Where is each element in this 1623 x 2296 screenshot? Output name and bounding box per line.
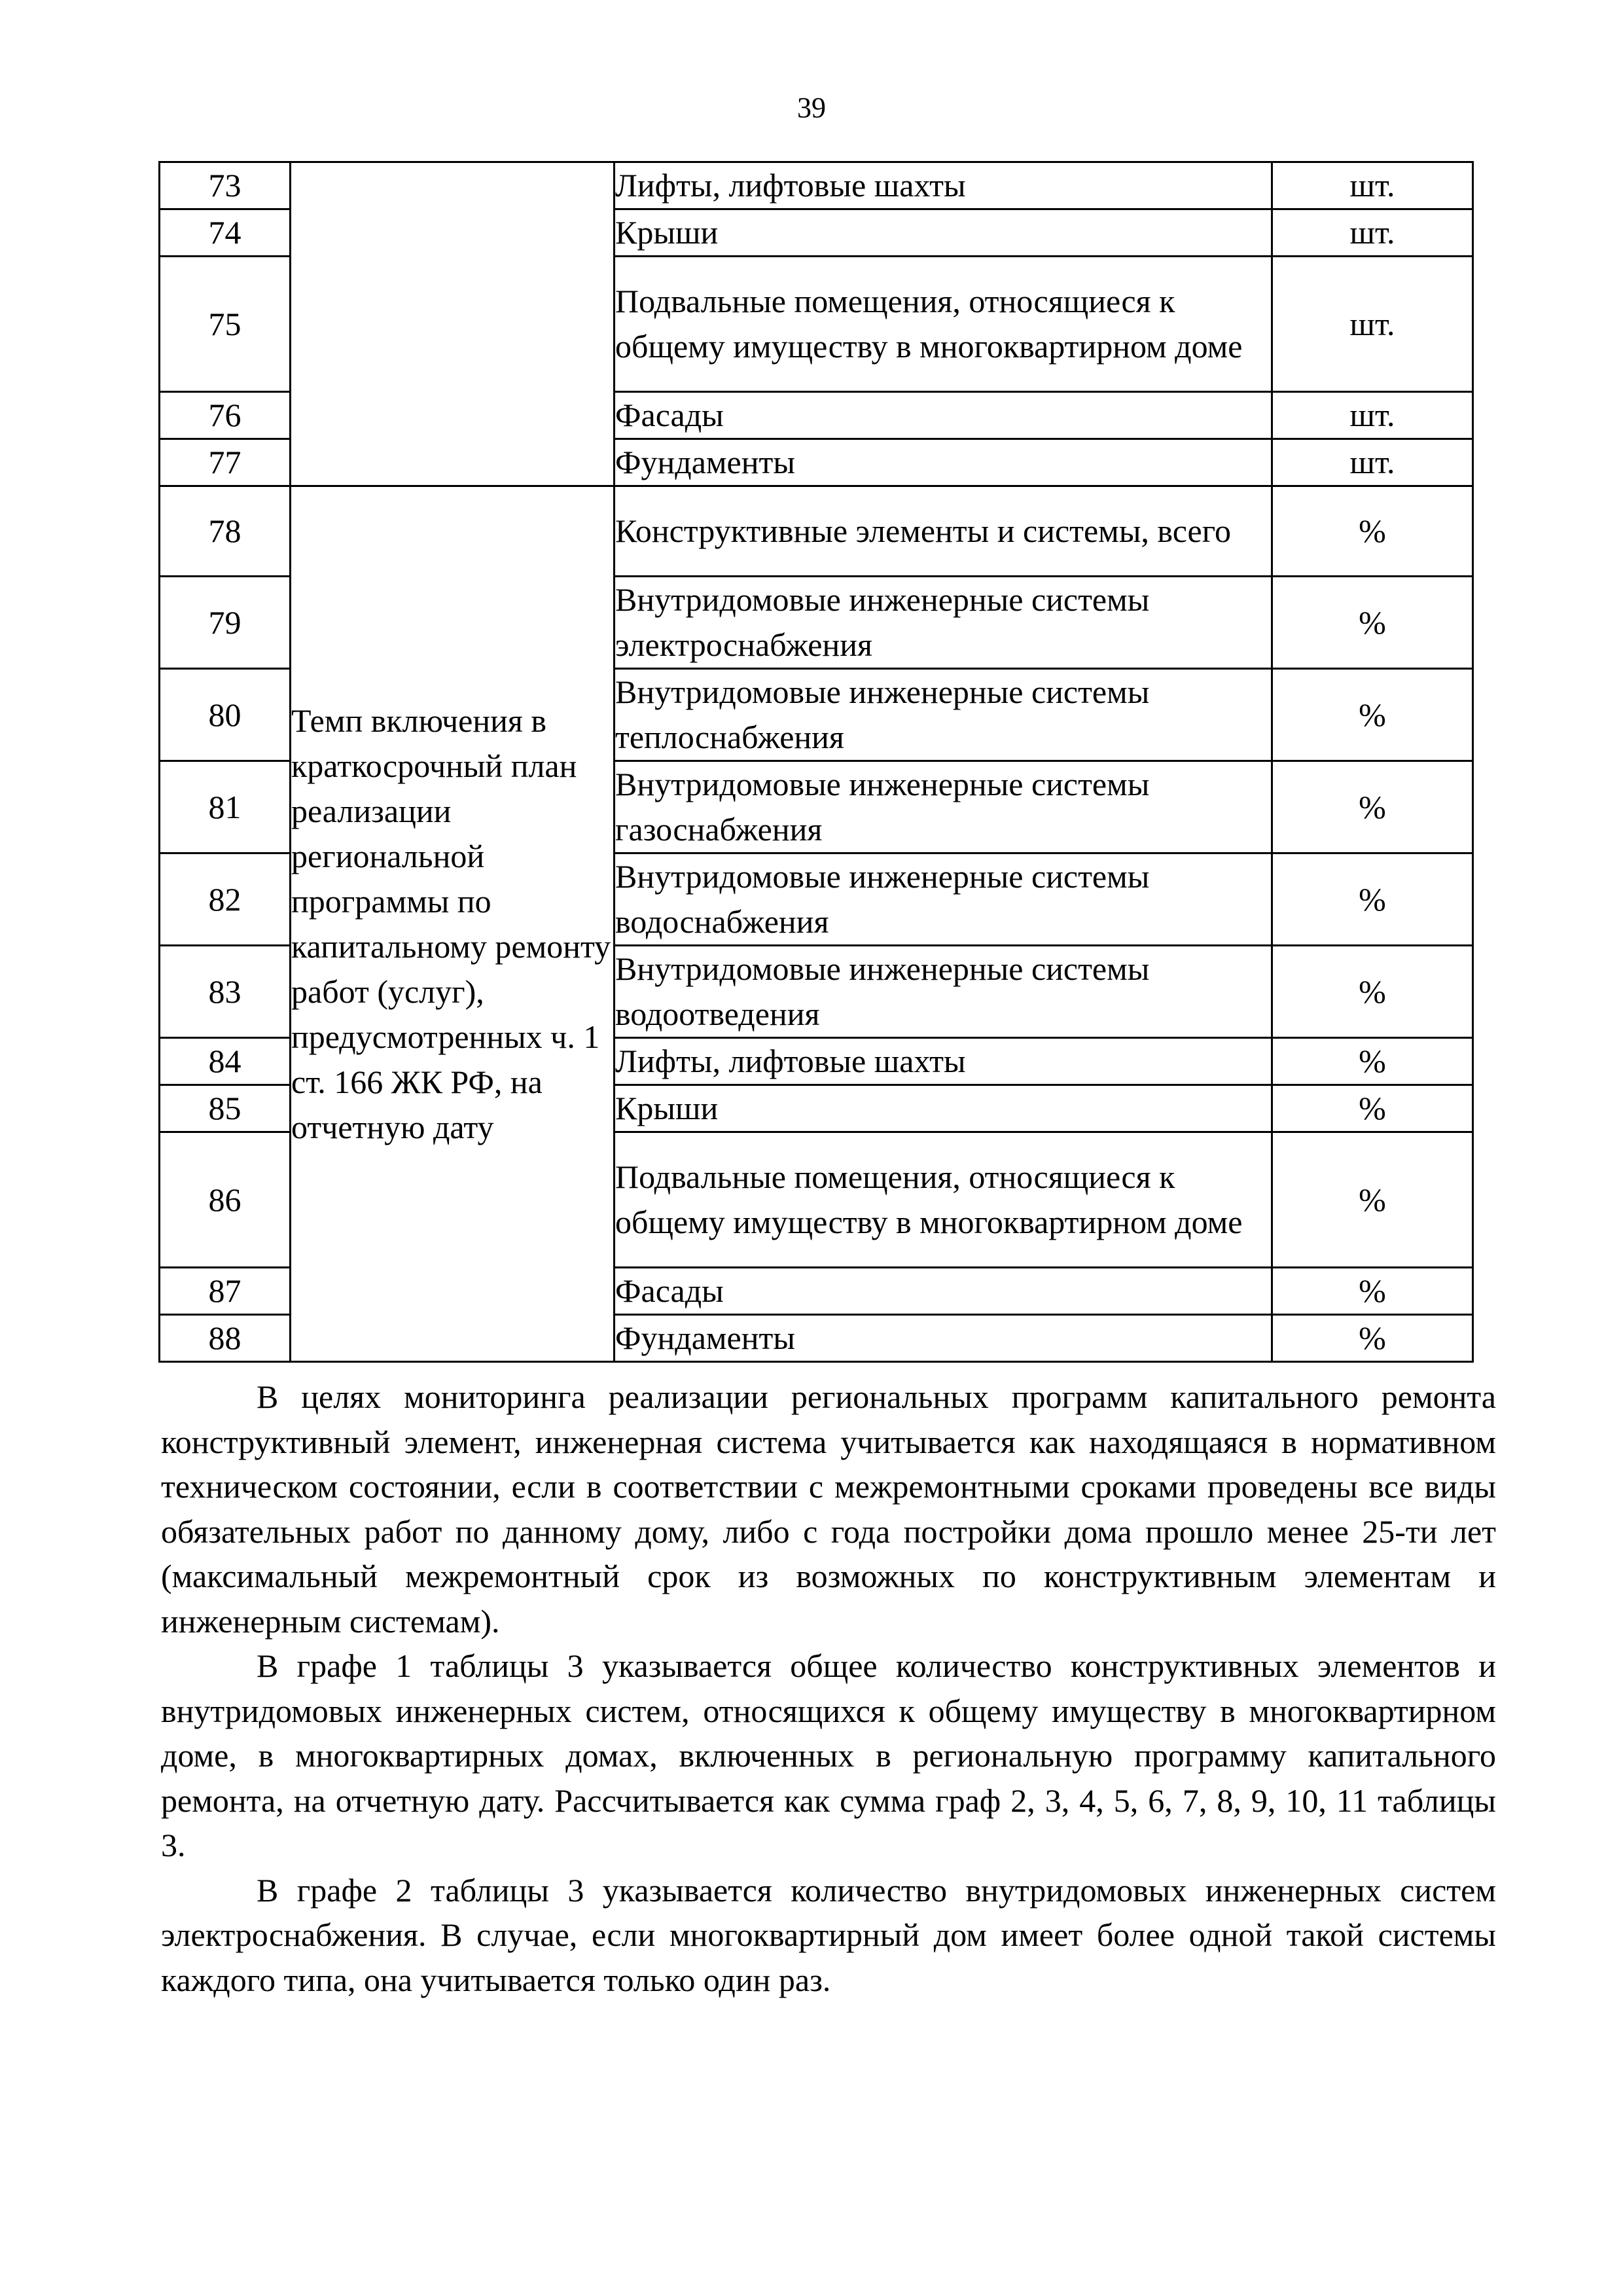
paragraph: В графе 2 таблицы 3 указывается количество внутридомовых инженерных систем электроснабжения. В случае, если многоквартирный дом имеет более одной такой системы каждого типа, она учитывается только один раз.: [161, 1871, 1496, 1998]
row-name: Внутридомовые инженерные системы электроснабжения: [615, 577, 1272, 669]
row-name: Подвальные помещения, относящиеся к общему имуществу в многоквартирном доме: [615, 257, 1272, 392]
row-number: 84: [160, 1038, 291, 1085]
row-name: Фундаменты: [615, 439, 1272, 486]
row-number: 88: [160, 1315, 291, 1362]
row-number: 82: [160, 853, 291, 946]
group-label: Темп включения в краткосрочный план реализации региональной программы по капитальному ремонту работ (услуг), предусмотренных ч. 1 ст. 166 ЖК РФ, на отчетную дату: [291, 486, 615, 1362]
empty-group-cell: [291, 162, 615, 486]
row-number: 83: [160, 946, 291, 1038]
row-number: 73: [160, 162, 291, 209]
row-unit: шт.: [1272, 257, 1473, 392]
row-name: Внутридомовые инженерные системы водоснабжения: [615, 853, 1272, 946]
row-name: Крыши: [615, 209, 1272, 257]
row-unit: %: [1272, 486, 1473, 577]
row-unit: %: [1272, 1268, 1473, 1315]
row-name: Лифты, лифтовые шахты: [615, 1038, 1272, 1085]
row-name: Фундаменты: [615, 1315, 1272, 1362]
row-unit: %: [1272, 761, 1473, 853]
table-row: [160, 162, 1473, 209]
row-unit: шт.: [1272, 162, 1473, 209]
row-unit: %: [1272, 1315, 1473, 1362]
row-name: Конструктивные элементы и системы, всего: [615, 486, 1272, 577]
row-number: 76: [160, 392, 291, 439]
body-text: [161, 1374, 1496, 2002]
row-number: 78: [160, 486, 291, 577]
row-unit: %: [1272, 946, 1473, 1038]
indicators-table: [158, 161, 1474, 1363]
row-unit: %: [1272, 669, 1473, 761]
row-number: 77: [160, 439, 291, 486]
row-number: 79: [160, 577, 291, 669]
row-unit: %: [1272, 1038, 1473, 1085]
row-unit: шт.: [1272, 209, 1473, 257]
row-unit: %: [1272, 1132, 1473, 1268]
row-number: 81: [160, 761, 291, 853]
row-number: 86: [160, 1132, 291, 1268]
row-unit: %: [1272, 853, 1473, 946]
paragraph: В графе 1 таблицы 3 указывается общее количество конструктивных элементов и внутридомовых инженерных систем, относящихся к общему имуществу в многоквартирном доме, в многоквартирных домах, включенных в региональную программу капитального ремонта, на отчетную дату. Рассчитывается как сумма граф 2, 3, 4, 5, 6, 7, 8, 9, 10, 11 таблицы 3.: [161, 1647, 1496, 1863]
row-number: 80: [160, 669, 291, 761]
row-name: Фасады: [615, 1268, 1272, 1315]
row-name: Крыши: [615, 1085, 1272, 1132]
row-number: 74: [160, 209, 291, 257]
row-name: Лифты, лифтовые шахты: [615, 162, 1272, 209]
row-number: 87: [160, 1268, 291, 1315]
paragraph: В целях мониторинга реализации региональных программ капитального ремонта конструктивный элемент, инженерная система учитывается как находящаяся в нормативном техническом состоянии, если в соответствии с межремонтными сроками проведены все виды обязательных работ по данному дому, либо с года постройки дома прошло менее 25-ти лет (максимальный межремонтный срок из возможных по конструктивным элементам и инженерным системам).: [161, 1378, 1496, 1640]
table-row: [160, 486, 1473, 577]
row-unit: шт.: [1272, 439, 1473, 486]
row-name: Внутридомовые инженерные системы газоснабжения: [615, 761, 1272, 853]
row-number: 85: [160, 1085, 291, 1132]
row-unit: %: [1272, 577, 1473, 669]
page-number: 39: [797, 92, 826, 124]
row-name: Внутридомовые инженерные системы теплоснабжения: [615, 669, 1272, 761]
row-name: Подвальные помещения, относящиеся к общему имуществу в многоквартирном доме: [615, 1132, 1272, 1268]
row-name: Фасады: [615, 392, 1272, 439]
row-name: Внутридомовые инженерные системы водоотведения: [615, 946, 1272, 1038]
row-number: 75: [160, 257, 291, 392]
row-unit: шт.: [1272, 392, 1473, 439]
row-unit: %: [1272, 1085, 1473, 1132]
